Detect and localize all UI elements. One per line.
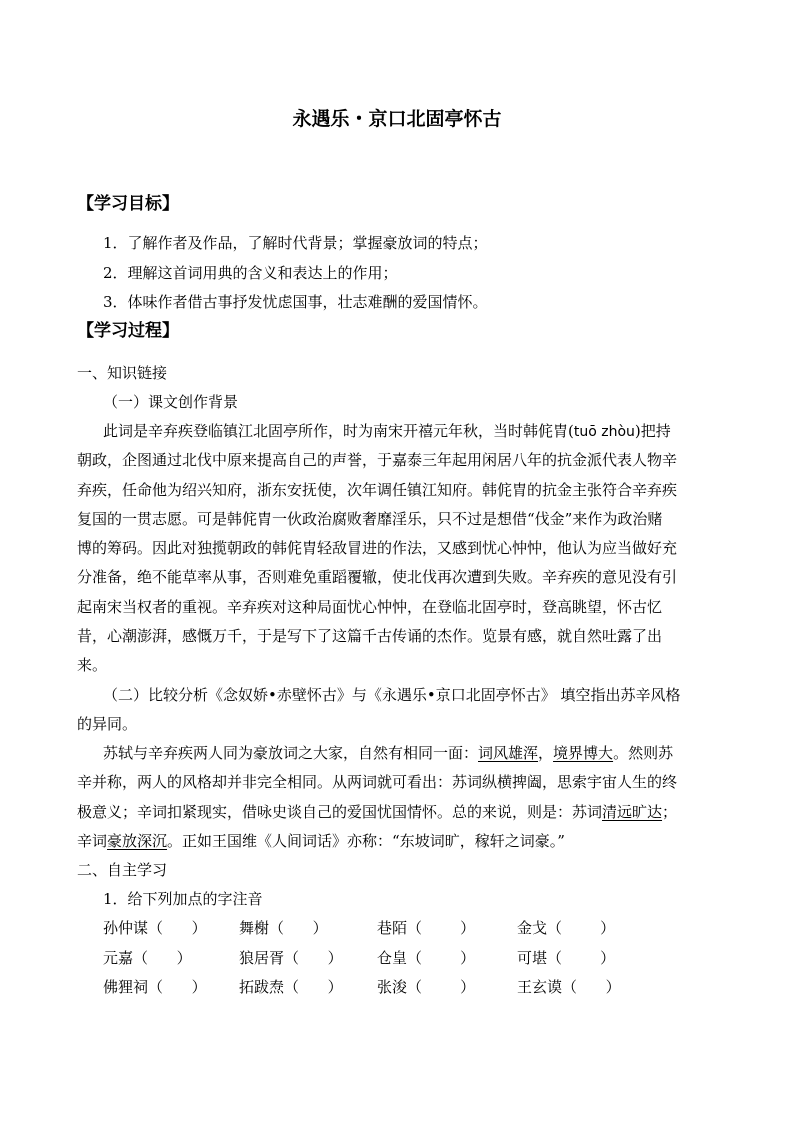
paragraph-line: 复国的一贯志愿。可是韩侂胄一伙政治腐败奢靡淫乐，只不过是想借“伐金”来作为政治赌 [77, 510, 663, 528]
pinyin-item: 孙仲谋（ ） [103, 919, 207, 937]
paragraph-line: 分准备，绝不能草率从事，否则难免重蹈覆辙，使北伐再次遭到失败。辛弃疾的意见没有引 [77, 568, 678, 586]
pinyin-item: 元嘉（ ） [103, 949, 192, 967]
paragraph-line: 弃疾，任命他为绍兴知府，浙东安抚使，次年调任镇江知府。韩侂胄的抗金主张符合辛弃疾 [77, 481, 678, 499]
paragraph-line: 昔，心潮澎湃，感慨万千，于是写下了这篇千古传诵的杰作。览景有感，就自然吐露了出 [77, 627, 663, 645]
pinyin-annotation: tuō zhòu [573, 424, 635, 440]
answer-blank: 清远旷达 [602, 803, 663, 821]
pinyin-item: 可堪（ ） [517, 949, 616, 967]
pinyin-item: 佛狸祠（ ） [103, 978, 207, 996]
paragraph-line: 博的筹码。因此对独揽朝政的韩侂胄轻敌冒进的作法，又感到忧心忡忡，他认为应当做好充 [77, 539, 678, 557]
answer-blank: 词风雄浑 [478, 744, 539, 762]
learning-process-heading: 【学习过程】 [77, 321, 179, 341]
pinyin-item: 仓皇（ ） [377, 949, 476, 967]
answer-blank: 豪放深沉 [107, 832, 168, 850]
paragraph-line: 极意义；辛词扣紧现实，借咏史谈自己的爱国忧国情怀。总的来说，则是：苏词清远旷达； [77, 803, 678, 821]
goal-item: 1．了解作者及作品，了解时代背景；掌握豪放词的特点； [103, 234, 488, 252]
paragraph-line: 起南宋当权者的重视。辛弃疾对这种局面忧心忡忡，在登临北固亭时，登高眺望，怀古忆 [77, 598, 663, 616]
section-title: 二、自主学习 [77, 861, 168, 879]
question-title: 1．给下列加点的字注音 [103, 890, 263, 908]
pinyin-item: 拓跋焘（ ） [239, 978, 343, 996]
goal-item: 3．体味作者借古事抒发忧虑国事，壮志难酬的爱国情怀。 [103, 293, 488, 311]
pinyin-item: 张浚（ ） [377, 978, 476, 996]
learning-goals-heading: 【学习目标】 [77, 194, 179, 214]
pinyin-item: 舞榭（ ） [239, 919, 328, 937]
goal-item: 2．理解这首词用典的含义和表达上的作用； [103, 264, 398, 282]
paragraph-line: 朝政，企图通过北伐中原来提高自己的声誉，于嘉泰三年起用闲居八年的抗金派代表人物辛 [77, 451, 678, 469]
paragraph-line: 此词是辛弃疾登临镇江北固亭所作，时为南宋开禧元年秋，当时韩侂胄(tuō zhòu)把持 [103, 422, 671, 440]
page-title: 永遇乐・京口北固亭怀古 [292, 108, 502, 130]
pinyin-item: 狼居胥（ ） [239, 949, 343, 967]
comparison-prompt: 的异同。 [77, 715, 138, 733]
section-title: 一、知识链接 [77, 364, 168, 382]
paragraph-line: 来。 [77, 656, 108, 674]
paragraph-line: 辛并称，两人的风格却并非完全相同。从两词就可看出：苏词纵横捭阖，思索宇宙人生的终 [77, 773, 678, 791]
subsection-title: （一）课文创作背景 [103, 393, 239, 411]
pinyin-item: 王玄谟（ ） [517, 978, 621, 996]
paragraph-line: 辛词豪放深沉。正如王国维《人间词话》亦称：“东坡词旷，稼轩之词豪。” [77, 832, 565, 850]
pinyin-item: 金戈（ ） [517, 919, 616, 937]
pinyin-item: 巷陌（ ） [377, 919, 476, 937]
answer-blank: 境界博大 [553, 744, 614, 762]
paragraph-line: 苏轼与辛弃疾两人同为豪放词之大家，自然有相同一面：词风雄浑，境界博大。然则苏 [103, 744, 674, 762]
comparison-prompt: （二）比较分析《念奴娇•赤壁怀古》与《永遇乐•京口北固亭怀古》 填空指出苏辛风格 [103, 686, 681, 704]
